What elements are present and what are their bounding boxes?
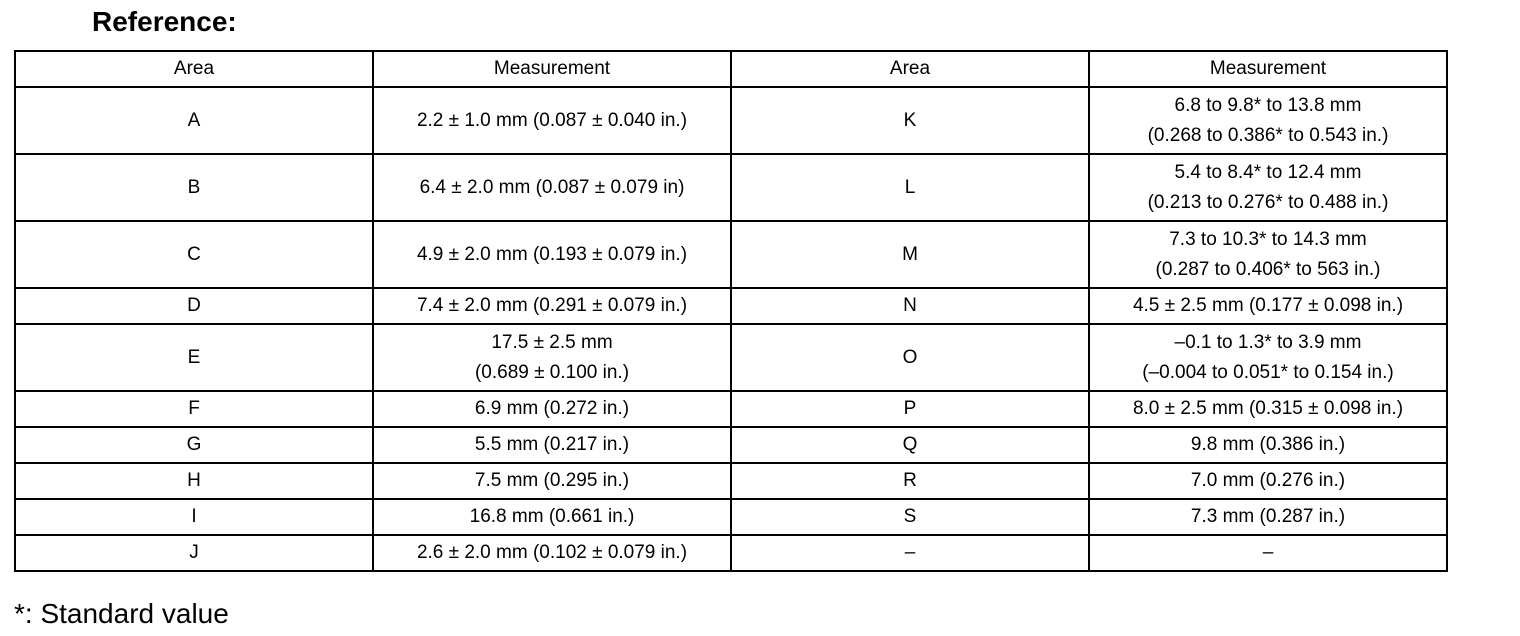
measurement-cell-right — [1089, 499, 1447, 535]
area-cell-left: C — [15, 221, 373, 288]
table-row — [15, 221, 1447, 288]
measurement-line: 7.5 mm (0.295 in.) — [474, 470, 630, 491]
measurement-line: 7.3 to 10.3* to 14.3 mm — [1169, 228, 1367, 250]
measurement-line: 2.6 ± 2.0 mm (0.102 ± 0.079 in.) — [416, 542, 688, 563]
reference-title: Reference: — [92, 6, 237, 37]
area-cell-right: – — [731, 535, 1089, 571]
table-row — [15, 499, 1447, 535]
table-body — [15, 87, 1447, 571]
measurement-line: 17.5 ± 2.5 mm — [491, 331, 613, 353]
area-cell-left: J — [15, 535, 373, 571]
area-cell-right: O — [731, 324, 1089, 391]
measurement-cell-left — [373, 427, 731, 463]
measurement-line: 5.5 mm (0.217 in.) — [474, 434, 630, 455]
measurement-cell-left — [373, 463, 731, 499]
measurement-cell-right — [1089, 391, 1447, 427]
measurement-cell-right — [1089, 221, 1447, 288]
measurement-cell-right — [1089, 535, 1447, 571]
table-row — [15, 391, 1447, 427]
measurement-line: 4.5 ± 2.5 mm (0.177 ± 0.098 in.) — [1132, 295, 1404, 316]
area-cell-left: D — [15, 288, 373, 324]
measurement-line: 9.8 mm (0.386 in.) — [1190, 434, 1346, 455]
measurement-line: 16.8 mm (0.661 in.) — [469, 506, 635, 527]
measurement-line: 6.8 to 9.8* to 13.8 mm — [1174, 94, 1362, 116]
table-header-row — [15, 51, 1447, 87]
measurement-line: 7.4 ± 2.0 mm (0.291 ± 0.079 in.) — [416, 295, 688, 316]
measurement-cell-left — [373, 154, 731, 221]
measurement-cell-left — [373, 288, 731, 324]
header-area-left: Area — [15, 51, 373, 87]
measurement-line: (0.287 to 0.406* to 563 in.) — [1155, 258, 1381, 280]
measurement-cell-left — [373, 499, 731, 535]
area-cell-right: P — [731, 391, 1089, 427]
measurement-table — [14, 50, 1448, 572]
measurement-cell-left — [373, 221, 731, 288]
area-cell-left: E — [15, 324, 373, 391]
area-cell-left: A — [15, 87, 373, 154]
area-cell-left: I — [15, 499, 373, 535]
area-cell-left: F — [15, 391, 373, 427]
measurement-line: 7.3 mm (0.287 in.) — [1190, 506, 1346, 527]
area-cell-right: K — [731, 87, 1089, 154]
measurement-cell-left — [373, 391, 731, 427]
measurement-line: 6.4 ± 2.0 mm (0.087 ± 0.079 in) — [419, 176, 685, 198]
measurement-line: 5.4 to 8.4* to 12.4 mm — [1174, 161, 1362, 183]
measurement-line: –0.1 to 1.3* to 3.9 mm — [1174, 331, 1362, 353]
header-measurement-left: Measurement — [373, 51, 731, 87]
measurement-line: 8.0 ± 2.5 mm (0.315 ± 0.098 in.) — [1132, 398, 1404, 419]
table-row — [15, 535, 1447, 571]
measurement-line: 2.2 ± 1.0 mm (0.087 ± 0.040 in.) — [416, 109, 688, 131]
measurement-cell-left — [373, 87, 731, 154]
table-row — [15, 427, 1447, 463]
measurement-line: 4.9 ± 2.0 mm (0.193 ± 0.079 in.) — [416, 243, 688, 265]
measurement-cell-right — [1089, 463, 1447, 499]
table-row — [15, 87, 1447, 154]
footnote-standard-value: *: Standard value — [14, 598, 229, 629]
area-cell-right: S — [731, 499, 1089, 535]
measurement-line: (0.213 to 0.276* to 0.488 in.) — [1147, 191, 1389, 213]
area-cell-right: R — [731, 463, 1089, 499]
measurement-cell-left — [373, 535, 731, 571]
measurement-cell-right — [1089, 427, 1447, 463]
header-area-right: Area — [731, 51, 1089, 87]
area-cell-right: N — [731, 288, 1089, 324]
table-row — [15, 463, 1447, 499]
measurement-line: (–0.004 to 0.051* to 0.154 in.) — [1142, 361, 1394, 383]
area-cell-left: H — [15, 463, 373, 499]
measurement-cell-right — [1089, 87, 1447, 154]
table-row — [15, 288, 1447, 324]
measurement-cell-right — [1089, 324, 1447, 391]
header-measurement-right: Measurement — [1089, 51, 1447, 87]
area-cell-left: G — [15, 427, 373, 463]
measurement-cell-left — [373, 324, 731, 391]
table-row — [15, 154, 1447, 221]
measurement-line: 6.9 mm (0.272 in.) — [474, 398, 630, 419]
measurement-line: 7.0 mm (0.276 in.) — [1190, 470, 1346, 491]
measurement-line: (0.689 ± 0.100 in.) — [474, 361, 630, 383]
measurement-cell-right — [1089, 288, 1447, 324]
measurement-cell-right — [1089, 154, 1447, 221]
table-row — [15, 324, 1447, 391]
measurement-line: (0.268 to 0.386* to 0.543 in.) — [1147, 124, 1389, 146]
area-cell-right: L — [731, 154, 1089, 221]
measurement-line: – — [1262, 542, 1274, 563]
area-cell-right: Q — [731, 427, 1089, 463]
area-cell-left: B — [15, 154, 373, 221]
area-cell-right: M — [731, 221, 1089, 288]
